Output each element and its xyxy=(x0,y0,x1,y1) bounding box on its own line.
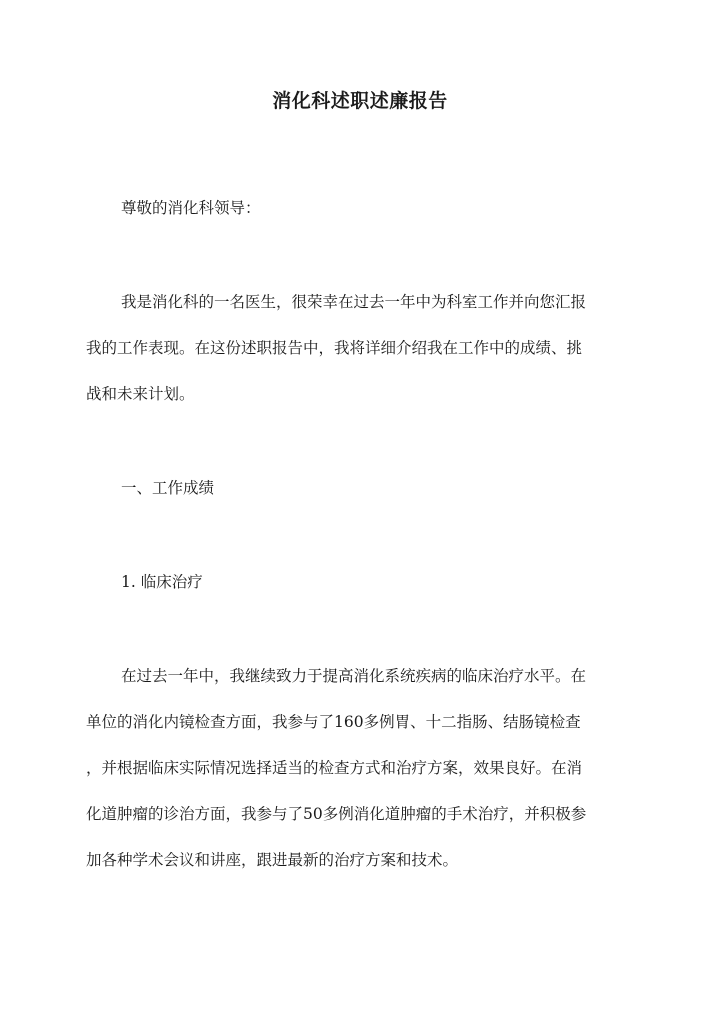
body-line: 加各种学术会议和讲座，跟进最新的治疗方案和技术。 xyxy=(86,851,459,869)
document-title: 消化科述职述廉报告 xyxy=(272,90,448,112)
body-line: 化道肿瘤的诊治方面，我参与了50多例消化道肿瘤的手术治疗，并积极参 xyxy=(86,805,587,823)
body-line: 单位的消化内镜检查方面，我参与了160多例胃、十二指肠、结肠镜检查 xyxy=(86,713,581,731)
section-heading: 一、工作成绩 xyxy=(121,479,215,497)
body-line: ，并根据临床实际情况选择适当的检查方式和治疗方案，效果良好。在消 xyxy=(86,759,583,777)
subsection-heading: 1. 临床治疗 xyxy=(121,573,203,591)
body-line: 在过去一年中，我继续致力于提高消化系统疾病的临床治疗水平。在 xyxy=(121,667,587,685)
intro-line: 我是消化科的一名医生，很荣幸在过去一年中为科室工作并向您汇报 xyxy=(121,293,587,311)
salutation: 尊敬的消化科领导： xyxy=(121,199,261,217)
intro-line: 战和未来计划。 xyxy=(86,385,195,403)
intro-line: 我的工作表现。在这份述职报告中，我将详细介绍我在工作中的成绩、挑 xyxy=(86,339,583,357)
